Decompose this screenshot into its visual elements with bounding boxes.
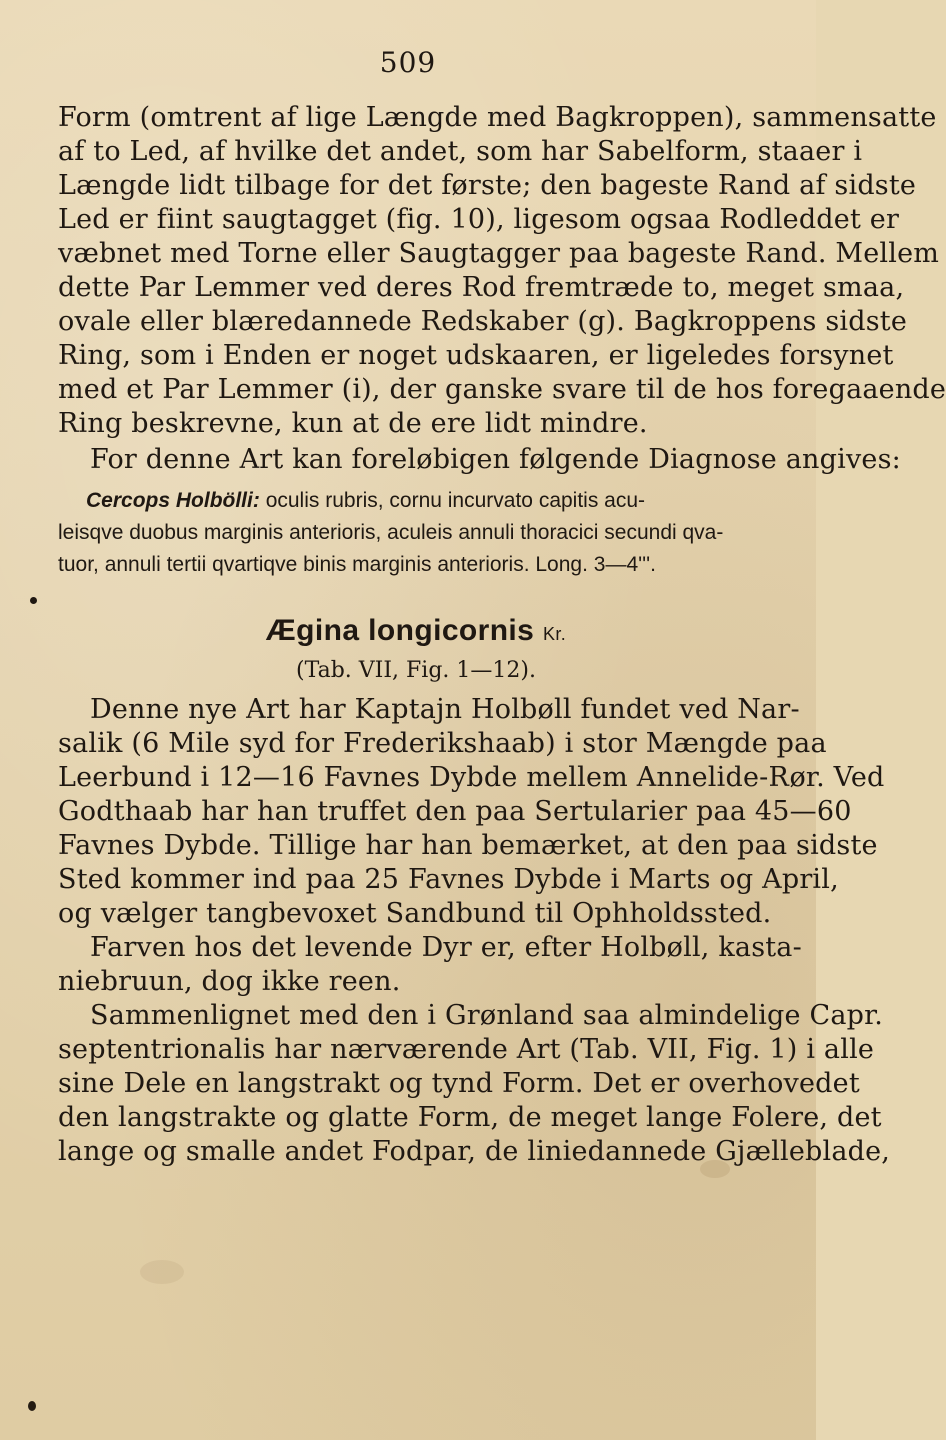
paragraph-3-line: Sted kommer ind paa 25 Favnes Dybde i Marts og April,: [58, 864, 839, 895]
table-reference: (Tab. VII, Fig. 1—12).: [296, 658, 536, 683]
paragraph-3-line: og vælger tangbevoxet Sandbund til Ophholdssted.: [58, 898, 772, 929]
paragraph-1-line: dette Par Lemmer ved deres Rod fremtræde to, meget smaa,: [58, 272, 905, 303]
margin-ink-dot: [30, 597, 37, 604]
paragraph-3-line: Leerbund i 12—16 Favnes Dybde mellem Annelide-Rør. Ved: [58, 762, 885, 793]
diagnosis-species-name: Cercops Holbölli:: [86, 489, 260, 512]
paragraph-3-line: Favnes Dybde. Tillige har han bemærket, at den paa sidste: [58, 830, 878, 861]
diagnosis-line-1: [58, 487, 774, 515]
paper-stain: [140, 1260, 184, 1284]
species-name: Ægina longicornis: [265, 614, 535, 647]
paragraph-1-line: Ring, som i Enden er noget udskaaren, er ligeledes forsynet: [58, 340, 894, 371]
diagnosis-line: tuor, annuli tertii qvartiqve binis marginis anterioris. Long. 3—4'''.: [58, 553, 656, 576]
page-number: 509: [379, 46, 437, 79]
paragraph-1-line: Led er fiint saugtagget (fig. 10), ligesom ogsaa Rodleddet er: [58, 204, 900, 235]
paragraph-5-line: lange og smalle andet Fodpar, de liniedannede Gjælleblade,: [58, 1136, 891, 1167]
paragraph-3-line: Godthaab har han truffet den paa Sertularier paa 45—60: [58, 796, 852, 827]
margin-ink-spot: [28, 1401, 36, 1411]
paragraph-2: For denne Art kan foreløbigen følgende Diagnose angives:: [90, 444, 901, 475]
paragraph-5-line: sine Dele en langstrakt og tynd Form. Det er overhovedet: [58, 1068, 860, 1099]
paragraph-1-line: væbnet med Torne eller Saugtagger paa bageste Rand. Mellem: [58, 238, 940, 269]
diagnosis-text: oculis rubris, cornu incurvato capitis acu-: [265, 489, 646, 512]
paragraph-4-line: niebruun, dog ikke reen.: [58, 966, 401, 997]
species-author: Kr.: [543, 624, 567, 644]
paragraph-1-line: Længde lidt tilbage for det første; den bageste Rand af sidste: [58, 170, 917, 201]
paper-stain: [700, 1160, 730, 1178]
paragraph-4-line: Farven hos det levende Dyr er, efter Holbøll, kasta-: [90, 932, 802, 963]
paragraph-5-line: den langstrakte og glatte Form, de meget lange Folere, det: [58, 1102, 882, 1133]
paragraph-1-line: af to Led, af hvilke det andet, som har Sabelform, staaer i: [58, 136, 863, 167]
paragraph-3-line: salik (6 Mile syd for Frederikshaab) i stor Mængde paa: [58, 728, 827, 759]
paragraph-1-line: Form (omtrent af lige Længde med Bagkroppen), sammensatte: [58, 102, 937, 133]
paragraph-3-line: Denne nye Art har Kaptajn Holbøll fundet ved Nar-: [90, 694, 800, 725]
paragraph-1-line: Ring beskrevne, kun at de ere lidt mindre.: [58, 408, 648, 439]
species-heading: [58, 613, 774, 649]
paragraph-1-line: ovale eller blæredannede Redskaber (g). Bagkroppens sidste: [58, 306, 908, 337]
paragraph-5-line: septentrionalis har nærværende Art (Tab. VII, Fig. 1) i alle: [58, 1034, 875, 1065]
paragraph-1-line: med et Par Lemmer (i), der ganske svare til de hos foregaaende: [58, 374, 946, 405]
diagnosis-line: leisqve duobus marginis anterioris, aculeis annuli thoracici secundi qva-: [58, 521, 724, 544]
paragraph-5-line: Sammenlignet med den i Grønland saa almindelige Capr.: [90, 1000, 884, 1031]
